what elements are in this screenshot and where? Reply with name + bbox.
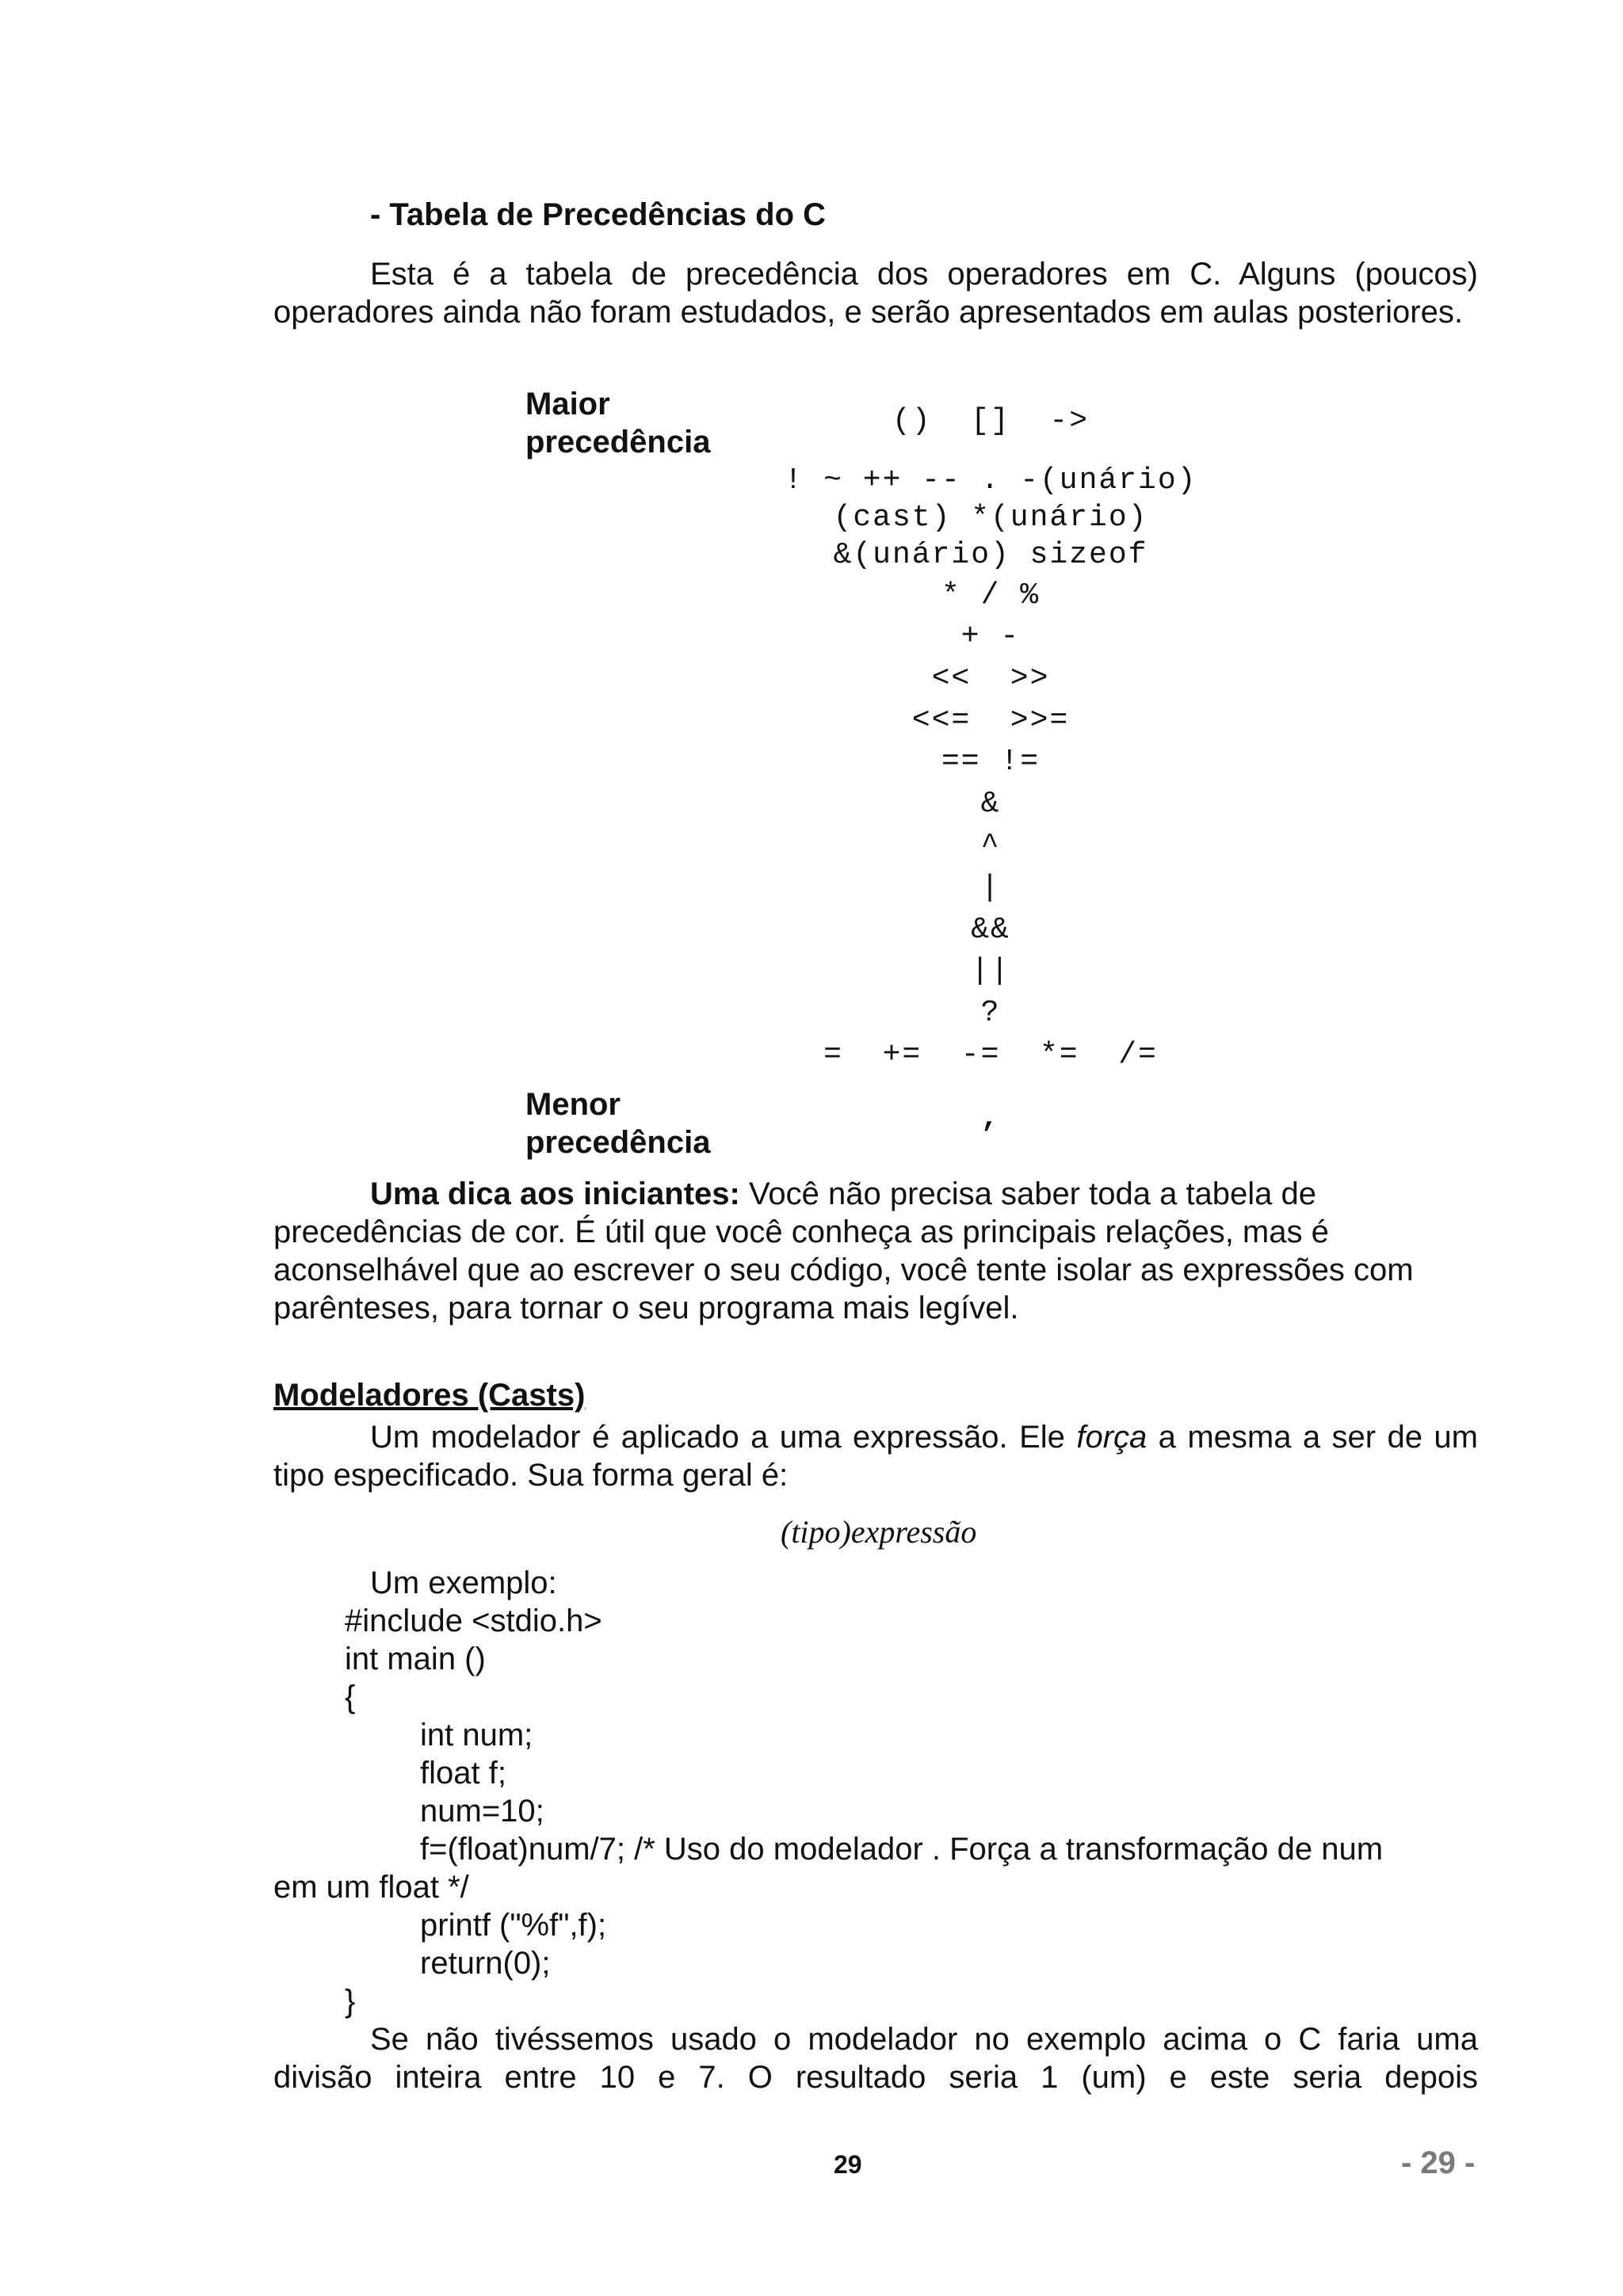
operator-row: &&	[971, 913, 1010, 947]
highest-precedence-label-2: precedência	[525, 425, 711, 460]
operator-row: ^	[980, 829, 1001, 863]
operator-row: |	[980, 871, 1001, 905]
operator-row: == !=	[941, 745, 1041, 779]
highest-precedence-label-1: Maior	[525, 387, 610, 421]
page-number-center: 29	[834, 2150, 862, 2179]
cast-formula: (tipo)expressão	[781, 1514, 977, 1550]
code-line: int num;	[420, 1718, 533, 1753]
operator-row: ||	[971, 954, 1010, 988]
code-line: f=(float)num/7; /* Uso do modelador . Força a transformação de num	[420, 1832, 1384, 1867]
example-intro: Um exemplo:	[370, 1566, 557, 1600]
operator-row: * / %	[941, 578, 1041, 612]
operator-row: << >>	[931, 662, 1050, 696]
code-line: int main ()	[345, 1642, 486, 1676]
code-line: printf ("%f",f);	[420, 1908, 607, 1943]
tip-label: Uma dica aos iniciantes:	[370, 1177, 740, 1211]
section-title: - Tabela de Precedências do C	[370, 197, 827, 232]
intro-paragraph: Esta é a tabela de precedência dos operadores em C. Alguns (poucos) operadores ainda não foram estudados, e serão apresentados em aulas posteriores.	[273, 257, 1478, 330]
lowest-precedence-label-2: precedência	[525, 1125, 711, 1160]
operator-row: (cast) *(unário)	[833, 501, 1148, 535]
code-line: return(0);	[420, 1946, 551, 1981]
operator-row: ! ~ ++ -- . -(unário)	[784, 463, 1197, 498]
operator-row: &	[980, 787, 1001, 821]
casts-paragraph	[273, 1418, 1478, 1494]
code-line: #include <stdio.h>	[345, 1604, 602, 1638]
casts-text-1: Um modelador é aplicado a uma expressão. Ele	[370, 1420, 1077, 1455]
operator-row: + -	[960, 620, 1021, 654]
code-line: em um float */	[273, 1870, 469, 1905]
operator-row: ,	[980, 1101, 1001, 1135]
tip-text: Você não precisa saber toda a tabela de precedências de cor. É útil que você conheça as principais relações, mas é aconselhável que ao escrever o seu código, você tente isolar as expressões com parênteses, para tornar o seu programa mais legível.	[273, 1177, 1414, 1325]
lowest-precedence-label-1: Menor	[525, 1087, 621, 1122]
code-line: }	[345, 1984, 356, 2019]
operator-row: ?	[980, 996, 1001, 1030]
operator-row: = += -= *= /=	[823, 1038, 1158, 1072]
casts-heading: Modeladores (Casts)	[273, 1378, 586, 1413]
page-number-right: - 29 -	[1401, 2145, 1476, 2180]
operator-row: () [] ->	[892, 404, 1090, 438]
code-line: num=10;	[420, 1794, 544, 1829]
code-line: {	[345, 1680, 356, 1714]
casts-text-2: a mesma a ser de um tipo especificado. Sua forma geral é:	[273, 1420, 1479, 1493]
tip-paragraph	[273, 1175, 1478, 1327]
operator-row: <<= >>=	[911, 704, 1070, 738]
code-line: float f;	[420, 1756, 506, 1791]
closing-paragraph: Se não tivéssemos usado o modelador no exemplo acima o C faria uma divisão inteira entre 10 e 7. O resultado seria 1 (um) e este seria depois	[273, 2022, 1478, 2095]
casts-italic: força	[1076, 1420, 1148, 1455]
operator-row: &(unário) sizeof	[833, 538, 1148, 572]
